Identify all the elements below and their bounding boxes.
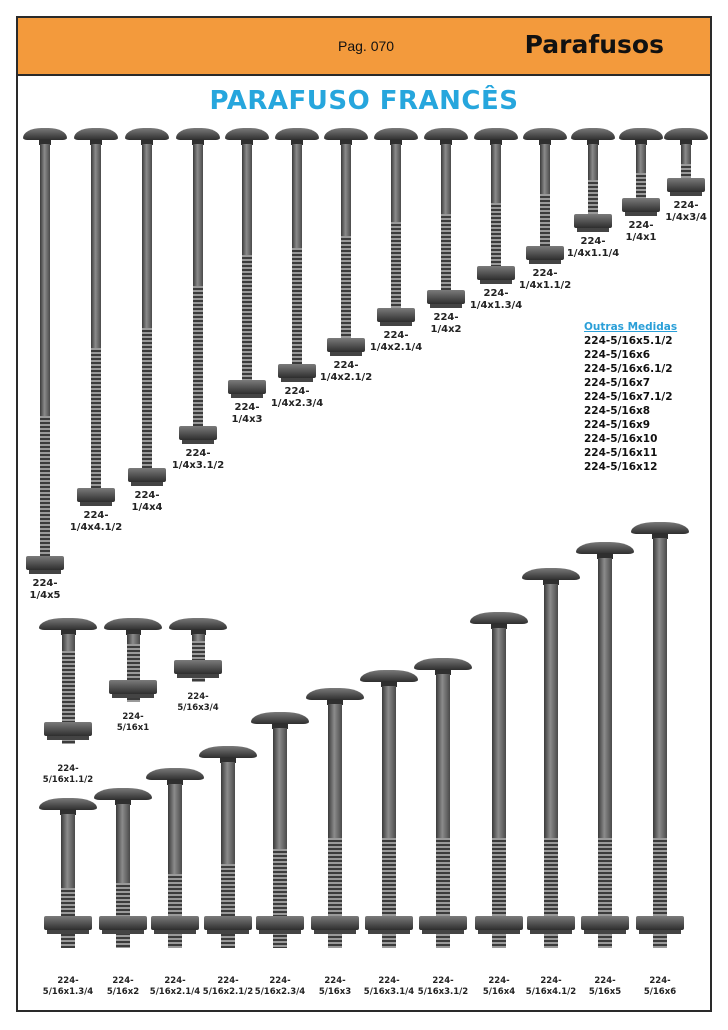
bolt-code-prefix: 224-	[324, 976, 346, 986]
washer-icon	[639, 930, 681, 934]
washer-icon	[478, 930, 520, 934]
bolt-code-prefix: 224-	[628, 220, 654, 231]
washer-icon	[529, 260, 561, 264]
bolt-shaft-icon	[540, 144, 550, 194]
washer-icon	[154, 930, 196, 934]
nut-icon	[667, 178, 705, 192]
bolt-code-prefix: 224-	[594, 976, 616, 986]
bolt-shaft-icon	[142, 144, 152, 328]
bolt-size: 5/16x5	[588, 987, 622, 997]
washer-icon	[584, 930, 626, 934]
bolt-shaft-icon	[116, 804, 130, 883]
washer-icon	[177, 674, 219, 678]
bolt-shaft-icon	[192, 634, 205, 641]
bolt-size: 1/4x1.1/2	[518, 280, 572, 291]
bolt-code-prefix: 224-	[32, 578, 58, 589]
bolt-label-1-4	[306, 360, 386, 384]
bolt-thread-icon	[40, 416, 50, 566]
bolt-code-prefix: 224-	[580, 236, 606, 247]
other-size-item: 224-5/16x12	[584, 461, 658, 473]
bolt-code-prefix: 224-	[112, 976, 134, 986]
nut-icon	[99, 916, 147, 930]
bolt-size: 1/4x3/4	[665, 212, 707, 223]
bolt-shaft-icon	[681, 144, 691, 164]
bolt-shaft-icon	[653, 538, 667, 838]
bolt-size: 1/4x4	[131, 502, 163, 513]
bolt-shaft-icon	[242, 144, 252, 255]
other-size-item: 224-5/16x11	[584, 447, 658, 459]
bolt-shaft-icon	[441, 144, 451, 214]
bolt-code-prefix: 224-	[234, 402, 260, 413]
bolt-shaft-icon	[40, 144, 50, 416]
washer-icon	[47, 930, 89, 934]
bolt-shaft-icon	[292, 144, 302, 248]
bolt-size: 1/4x1.1/4	[566, 248, 620, 259]
other-size-item: 224-5/16x8	[584, 405, 651, 417]
bolt-code-prefix: 224-	[488, 976, 510, 986]
nut-icon	[475, 916, 523, 930]
page-header	[18, 18, 710, 76]
bolt-code-prefix: 224-	[284, 386, 310, 397]
bolt-code-prefix: 224-	[673, 200, 699, 211]
bolt-size: 1/4x3.1/2	[171, 460, 225, 471]
bolt-label-1-4	[406, 312, 486, 336]
other-size-item: 224-5/16x6	[584, 349, 651, 361]
bolt-shaft-icon	[127, 634, 140, 644]
bolt-code-prefix: 224-	[57, 764, 79, 774]
nut-icon	[636, 916, 684, 930]
bolt-code-prefix: 224-	[185, 448, 211, 459]
nut-icon	[204, 916, 252, 930]
nut-icon	[174, 660, 222, 674]
washer-icon	[368, 930, 410, 934]
bolt-size: 5/16x2	[106, 987, 140, 997]
washer-icon	[102, 930, 144, 934]
bolt-size: 5/16x3/4	[177, 703, 219, 713]
bolt-thread-icon	[441, 214, 451, 300]
bolt-shaft-icon	[341, 144, 351, 236]
bolt-thread-icon	[341, 236, 351, 348]
bolt-size: 5/16x1.1/2	[42, 775, 94, 785]
washer-icon	[207, 930, 249, 934]
bolt-thread-icon	[242, 255, 252, 390]
bolt-thread-icon	[142, 328, 152, 478]
bolt-size: 1/4x2	[430, 324, 462, 335]
nut-icon	[256, 916, 304, 930]
bolt-label-5-16	[620, 976, 700, 998]
bolt-label-5-16-small	[158, 692, 238, 714]
nut-icon	[151, 916, 199, 930]
bolt-shaft-icon	[391, 144, 401, 222]
bolt-shaft-icon	[168, 784, 182, 874]
bolt-code-prefix: 224-	[378, 976, 400, 986]
bolt-size: 5/16x2.1/4	[149, 987, 201, 997]
bolt-code-prefix: 224-	[333, 360, 359, 371]
bolt-shaft-icon	[382, 686, 396, 838]
other-size-item: 224-5/16x9	[584, 419, 651, 431]
bolt-shaft-icon	[273, 728, 287, 849]
bolt-shaft-icon	[598, 558, 612, 838]
page-number: Pag. 070	[338, 38, 395, 54]
bolt-code-prefix: 224-	[532, 268, 558, 279]
bolt-shaft-icon	[491, 144, 501, 203]
nut-icon	[581, 916, 629, 930]
other-size-item: 224-5/16x6.1/2	[584, 363, 673, 375]
nut-icon	[419, 916, 467, 930]
nut-icon	[109, 680, 157, 694]
bolt-code-prefix: 224-	[164, 976, 186, 986]
bolt-shaft-icon	[328, 704, 342, 838]
bolt-label-1-4	[107, 490, 187, 514]
bolt-code-prefix: 224-	[57, 976, 79, 986]
page-title: PARAFUSO FRANCÊS	[209, 86, 519, 116]
bolt-thread-icon	[391, 222, 401, 318]
bolt-thread-icon	[168, 874, 182, 948]
bolt-size: 5/16x4.1/2	[525, 987, 577, 997]
washer-icon	[670, 192, 702, 196]
bolt-size: 1/4x5	[29, 590, 61, 601]
bolt-shaft-icon	[61, 814, 75, 888]
section-title: Parafusos	[524, 30, 664, 59]
bolt-shaft-icon	[436, 674, 450, 838]
bolt-label-1-4	[646, 200, 726, 224]
bolt-size: 1/4x4.1/2	[69, 522, 123, 533]
other-size-item: 224-5/16x10	[584, 433, 658, 445]
bolt-code-prefix: 224-	[432, 976, 454, 986]
bolt-code-prefix: 224-	[269, 976, 291, 986]
nut-icon	[179, 426, 217, 440]
bolt-shaft-icon	[193, 144, 203, 286]
bolt-label-5-16-small	[28, 764, 108, 786]
bolt-size: 5/16x2.1/2	[202, 987, 254, 997]
bolt-code-prefix: 224-	[433, 312, 459, 323]
bolt-code-prefix: 224-	[483, 288, 509, 299]
bolt-size: 1/4x1.3/4	[469, 300, 523, 311]
bolt-label-1-4	[257, 386, 337, 410]
washer-icon	[131, 482, 163, 486]
nut-icon	[365, 916, 413, 930]
bolt-shaft-icon	[62, 634, 75, 651]
bolt-code-prefix: 224-	[217, 976, 239, 986]
bolt-shaft-icon	[544, 584, 558, 838]
bolt-size: 5/16x1.3/4	[42, 987, 94, 997]
nut-icon	[26, 556, 64, 570]
washer-icon	[530, 930, 572, 934]
washer-icon	[422, 930, 464, 934]
washer-icon	[259, 930, 301, 934]
bolt-size: 5/16x3.1/4	[363, 987, 415, 997]
bolt-label-5-16-small	[93, 712, 173, 734]
bolt-size: 1/4x2.1/4	[369, 342, 423, 353]
nut-icon	[44, 916, 92, 930]
bolt-code-prefix: 224-	[83, 510, 109, 521]
other-size-item: 224-5/16x7	[584, 377, 651, 389]
bolt-label-1-4	[5, 578, 85, 602]
nut-icon	[527, 916, 575, 930]
other-sizes-list	[584, 320, 677, 474]
bolt-size: 5/16x4	[482, 987, 516, 997]
nut-icon	[44, 722, 92, 736]
other-sizes-title: Outras Medidas	[584, 321, 678, 333]
bolt-label-1-4	[158, 448, 238, 472]
bolt-size: 1/4x1	[625, 232, 657, 243]
bolt-size: 5/16x1	[116, 723, 150, 733]
bolt-shaft-icon	[492, 628, 506, 838]
bolt-code-prefix: 224-	[383, 330, 409, 341]
bolt-thread-icon	[292, 248, 302, 375]
bolt-label-1-4	[505, 268, 585, 292]
bolt-shaft-icon	[588, 144, 598, 180]
washer-icon	[314, 930, 356, 934]
bolt-size: 5/16x6	[643, 987, 677, 997]
washer-icon	[29, 570, 61, 574]
bolt-code-prefix: 224-	[187, 692, 209, 702]
bolt-size: 5/16x3	[318, 987, 352, 997]
nut-icon	[311, 916, 359, 930]
bolt-code-prefix: 224-	[134, 490, 160, 501]
bolt-shaft-icon	[91, 144, 101, 348]
bolt-size: 5/16x3.1/2	[417, 987, 469, 997]
bolt-size: 5/16x2.3/4	[254, 987, 306, 997]
other-size-item: 224-5/16x5.1/2	[584, 335, 673, 347]
bolt-code-prefix: 224-	[649, 976, 671, 986]
bolt-size: 1/4x2.3/4	[270, 398, 324, 409]
catalog-page	[16, 16, 712, 1012]
bolt-size: 1/4x3	[231, 414, 263, 425]
bolt-shaft-icon	[221, 762, 235, 864]
bolt-size: 1/4x2.1/2	[319, 372, 373, 383]
washer-icon	[182, 440, 214, 444]
washer-icon	[112, 694, 154, 698]
washer-icon	[47, 736, 89, 740]
bolt-thread-icon	[221, 864, 235, 948]
bolt-thread-icon	[193, 286, 203, 436]
bolt-thread-icon	[91, 348, 101, 498]
other-size-item: 224-5/16x7.1/2	[584, 391, 673, 403]
bolt-code-prefix: 224-	[540, 976, 562, 986]
bolt-shaft-icon	[636, 144, 646, 173]
bolt-code-prefix: 224-	[122, 712, 144, 722]
